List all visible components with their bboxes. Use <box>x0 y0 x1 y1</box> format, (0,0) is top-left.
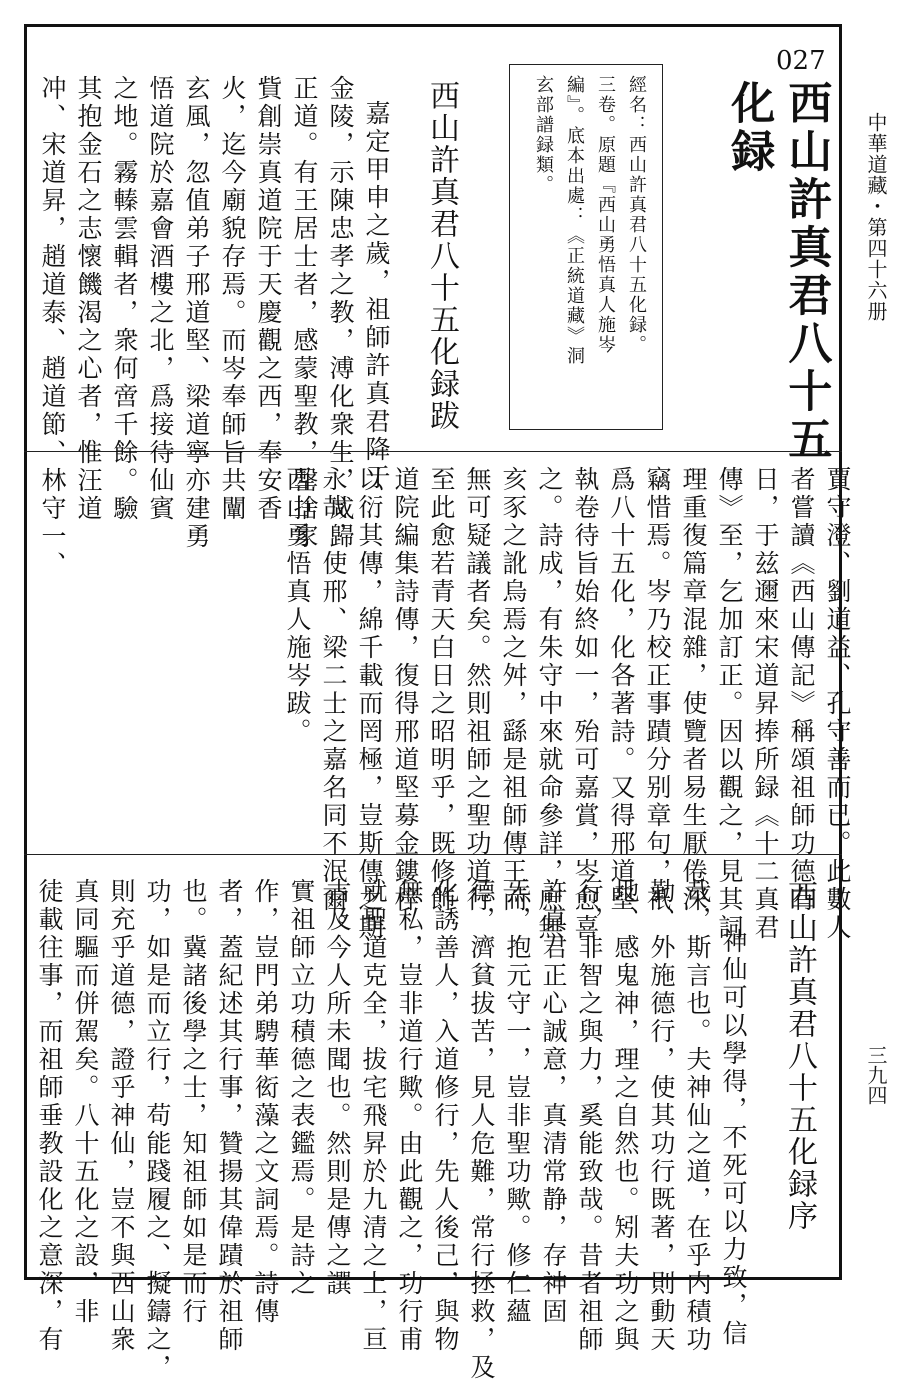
text-line: 金陵，示陳忠孝之教，溥化衆生，咸歸 <box>326 75 355 551</box>
entry-metadata-box <box>509 64 663 430</box>
preface-body <box>31 878 751 1382</box>
text-line: 執卷待旨始終如一，殆可嘉賞，岑愈喜 <box>571 466 600 942</box>
entry-number: 027 <box>776 46 826 76</box>
text-line: 實祖師立功積德之表鑑焉。是詩之 <box>287 878 316 1298</box>
text-line: 哉，斯言也。夫神仙之道，在乎内積功 <box>683 878 712 1354</box>
text-line: 火，迄今廟貌存焉。而岑奉師旨共闡 <box>218 75 247 523</box>
meta-line: 玄部譜録類。 <box>533 75 554 195</box>
text-line: 無私，豈非道行歟。由此觀之，功行甫 <box>395 878 424 1354</box>
text-line: 之。詩成，有朱守中來就命參詳，庶無 <box>535 466 564 942</box>
text-line: 日，于兹邇來宋道昇捧所録《十二真君 <box>751 466 780 942</box>
text-line: 正道。有王居士者，感蒙聖教，罄捨家 <box>290 75 319 551</box>
text-line: 勤、外施德行，使其功行既著，則動天 <box>647 878 676 1354</box>
running-title: 中華道藏・第四十六册 <box>864 112 888 322</box>
text-line: 行，非智之與力，奚能致哉。昔者祖師 <box>575 878 604 1354</box>
entry-metadata-text <box>528 75 652 366</box>
text-line: 貲創崇真道院于天慶觀之西，奉安香 <box>254 75 283 523</box>
text-line: 賈守澄、劉道益、孔守善而已。此數人 <box>823 466 852 942</box>
text-line: 竊惜焉。岑乃校正事蹟分别章句，衹 <box>643 466 672 914</box>
text-line: 至此愈若青天白日之昭明乎，既修飾 <box>427 466 456 914</box>
text-line: 悟道院於嘉會酒樓之北，爲接待仙賓 <box>146 75 175 523</box>
text-line: 德，濟貧拔苦，見人危難，常行拯救，及 <box>467 878 496 1382</box>
text-line: 永哉，使邢、梁二士之嘉名同不泯爾。 <box>319 466 348 942</box>
colophon-body-middle <box>279 466 855 942</box>
text-line: 傳》至，乞加訂正。因以觀之，見其詞 <box>715 466 744 942</box>
colophon-title: 西山許真君八十五化録跋 <box>424 80 459 432</box>
text-line: 徒載往事，而祖師垂教設化之意深，有 <box>35 878 64 1354</box>
meta-line: 編』。底本出處：《正統道藏》洞 <box>564 75 585 366</box>
text-line: 功，如是而立行，苟能踐履之、擬鑄之， <box>143 878 172 1382</box>
text-line: 爲八十五化，化各著詩。又得邢道堅 <box>607 466 636 914</box>
text-line: 道院編集詩傳，復得邢道堅募金鏤梓 <box>391 466 420 914</box>
meta-line: 三卷。原題『西山勇悟真人施岑 <box>595 75 616 355</box>
text-line: 無可疑議者矣。然則祖師之聖功道行 <box>463 466 492 914</box>
text-line: 炁，抱元守一，豈非聖功歟。修仁蘊 <box>503 878 532 1326</box>
colophon-signature: 西山勇悟真人施岑跋。 <box>283 466 312 746</box>
text-line: 神仙可以學得，不死可以力致，信 <box>719 928 748 1348</box>
text-line: 者，蓋紀述其行事，贊揚其偉蹟於祖師 <box>215 878 244 1354</box>
text-line: 玄風，忽值弟子邢道堅、梁道寧亦建勇 <box>182 75 211 551</box>
text-line: 真同驅而併駕矣。八十五化之設，非 <box>71 878 100 1326</box>
text-line: 地、感鬼神，理之自然也。矧夫功之與 <box>611 878 640 1354</box>
preface-title: 西山許真君八十五化録序 <box>782 880 817 1232</box>
text-line: 者嘗讀《西山傳記》稱頌祖師功德有 <box>787 466 816 914</box>
page-number: 三九四 <box>864 1045 888 1105</box>
text-line: 許真君正心誠意，真清常静，存神固 <box>539 878 568 1326</box>
text-line: 之地。霧轃雲輯者，衆何啻千餘。驗 <box>110 75 139 523</box>
text-line: 就聖道克全，拔宅飛昇於九清之上，亘 <box>359 878 388 1354</box>
text-line: 亥豕之訛烏焉之舛，繇是祖師傳王而 <box>499 466 528 914</box>
text-line: 也。冀諸後學之士，知祖師如是而行 <box>179 878 208 1326</box>
text-line: 作，豈門弟騁華衒藻之文詞焉。詩傳 <box>251 878 280 1326</box>
meta-line: 經名：西山許真君八十五化録。 <box>626 75 647 355</box>
entry-title <box>720 80 834 464</box>
text-line: 則充乎道德，證乎神仙，豈不與西山衆 <box>107 878 136 1354</box>
text-line: 以衍其傳，綿千載而罔極，豈斯傳之期 <box>355 466 384 942</box>
text-line: 古及今人所未聞也。然則是傳之譔 <box>323 878 352 1298</box>
entry-title-line: 化録 <box>723 80 775 176</box>
text-line: 冲、宋道昇，趙道泰、趙道節、林守一、 <box>38 75 67 579</box>
entry-title-line: 西山許真君八十五 <box>780 80 832 464</box>
text-line: 理重復篇章混雜，使覽者易生厭倦深 <box>679 466 708 914</box>
text-line: 嘉定甲申之歲，祖師許真君降于 <box>362 100 391 492</box>
text-line: 其抱金石之志懷饑渴之心者，惟汪道 <box>74 75 103 523</box>
text-line: 化誘善人，入道修行，先人後己，與物 <box>431 878 460 1354</box>
